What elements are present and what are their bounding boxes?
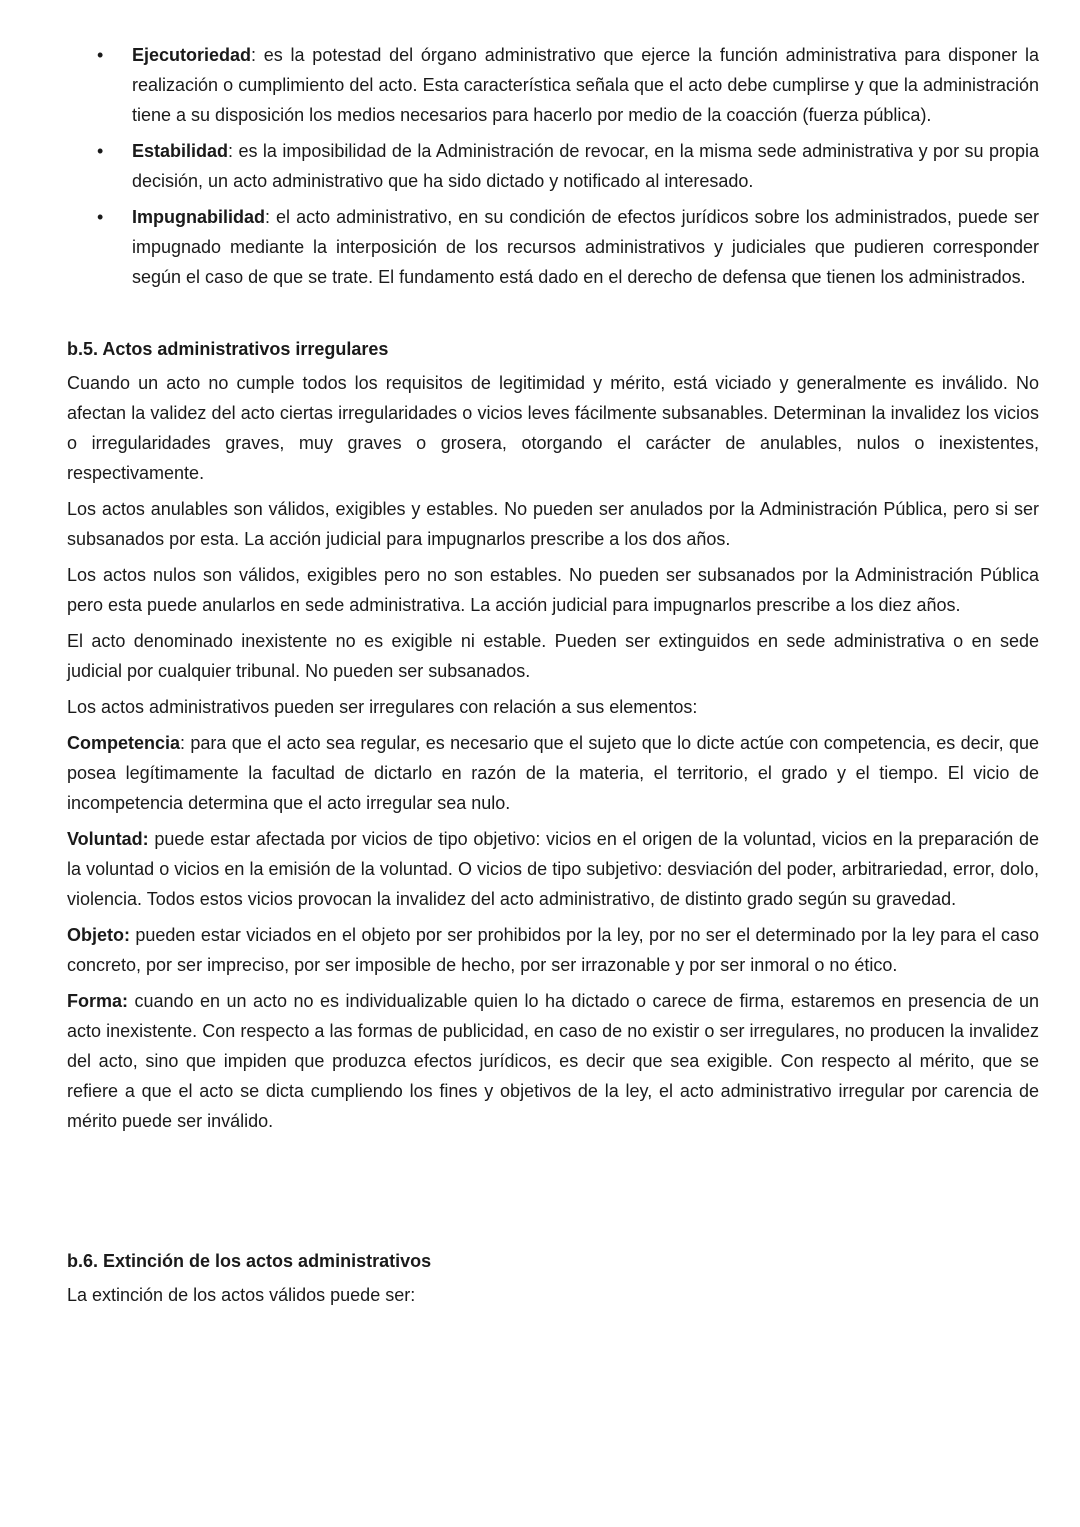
list-item <box>67 40 1039 130</box>
paragraph: Los actos nulos son válidos, exigibles pero no son estables. No pueden ser subsanados por la Administración Pública pero esta puede anularlos en sede administrativa. La acción judicial para impugnarlos prescribe a los diez años. <box>67 565 1039 615</box>
element-paragraph-voluntad <box>67 824 1039 914</box>
paragraph: El acto denominado inexistente no es exigible ni estable. Pueden ser extinguidos en sede administrativa o en sede judicial por cualquier tribunal. No pueden ser subsanados. <box>67 631 1039 681</box>
element-term: Competencia <box>67 733 181 753</box>
element-text: cuando en un acto no es individualizable quien lo ha dictado o carece de firma, estaremos en presencia de un acto inexistente. Con respecto a las formas de publicidad, en caso de no existir o ser irregulares, no producen la invalidez del acto, sino que impiden que produzca efectos jurídicos, es decir que sea exigible. Con respecto al mérito, que se refiere a que el acto se dicta cumpliendo los fines y objetivos de la ley, el acto administrativo irregular por carencia de mérito puede ser inválido. <box>67 991 1039 1131</box>
element-term: Objeto: <box>67 925 130 945</box>
element-term: Forma: <box>67 991 129 1011</box>
bullet-icon: • <box>97 141 104 161</box>
list-item <box>67 136 1039 196</box>
section-heading-b5: b.5. Actos administrativos irregulares <box>67 339 389 359</box>
list-item <box>67 202 1039 292</box>
bullet-text: : es la imposibilidad de la Administración de revocar, en la misma sede administrativa y por su propia decisión, un acto administrativo que ha sido dictado y notificado al interesado. <box>132 141 1039 191</box>
bullet-term: Impugnabilidad <box>132 207 265 227</box>
element-paragraph-competencia <box>67 728 1039 818</box>
element-text: pueden estar viciados en el objeto por ser prohibidos por la ley, por no ser el determinado por la ley para el caso concreto, por ser impreciso, por ser imposible de hecho, por ser irrazonable y por ser inmoral o no ético. <box>67 925 1039 975</box>
element-text: puede estar afectada por vicios de tipo objetivo: vicios en el origen de la voluntad, vicios en la preparación de la voluntad o vicios en la emisión de la voluntad. O vicios de tipo subjetivo: desviación del poder, arbitrariedad, error, dolo, violencia. Todos estos vicios provocan la invalidez del acto administrativo, de distinto grado según su gravedad. <box>67 829 1039 909</box>
bullet-text: : el acto administrativo, en su condición de efectos jurídicos sobre los administrados, puede ser impugnado mediante la interposición de los recursos administrativos y judiciales que pudieren corresponder según el caso de que se trate. El fundamento está dado en el derecho de defensa que tienen los administrados. <box>132 207 1039 287</box>
bullet-term: Estabilidad <box>132 141 229 161</box>
document-page <box>67 40 1039 1316</box>
bullet-icon: • <box>97 45 104 65</box>
paragraph: Los actos anulables son válidos, exigibles y estables. No pueden ser anulados por la Administración Pública, pero si ser subsanados por esta. La acción judicial para impugnarlos prescribe a los dos años. <box>67 499 1039 549</box>
element-paragraph-objeto <box>67 920 1039 980</box>
paragraph: La extinción de los actos válidos puede ser: <box>67 1285 416 1305</box>
bullet-term: Ejecutoriedad <box>132 45 252 65</box>
paragraph: Cuando un acto no cumple todos los requisitos de legitimidad y mérito, está viciado y generalmente es inválido. No afectan la validez del acto ciertas irregularidades o vicios leves fácilmente subsanables. Determinan la invalidez los vicios o irregularidades graves, muy graves o grosera, otorgando el carácter de anulables, nulos o inexistentes, respectivamente. <box>67 373 1039 483</box>
paragraph: Los actos administrativos pueden ser irregulares con relación a sus elementos: <box>67 697 698 717</box>
characteristics-list <box>67 40 1039 292</box>
bullet-text: : es la potestad del órgano administrativo que ejerce la función administrativa para disponer la realización o cumplimiento del acto. Esta característica señala que el acto debe cumplirse y que la administración tiene a su disposición los medios necesarios para hacerlo por medio de la coacción (fuerza pública). <box>132 45 1039 125</box>
bullet-icon: • <box>97 207 104 227</box>
section-heading-b6: b.6. Extinción de los actos administrativos <box>67 1251 432 1271</box>
element-paragraph-forma <box>67 986 1039 1136</box>
element-text: : para que el acto sea regular, es necesario que el sujeto que lo dicte actúe con competencia, es decir, que posea legítimamente la facultad de dictarlo en razón de la materia, el territorio, el grado y el tiempo. El vicio de incompetencia determina que el acto irregular sea nulo. <box>67 733 1039 813</box>
element-term: Voluntad: <box>67 829 149 849</box>
